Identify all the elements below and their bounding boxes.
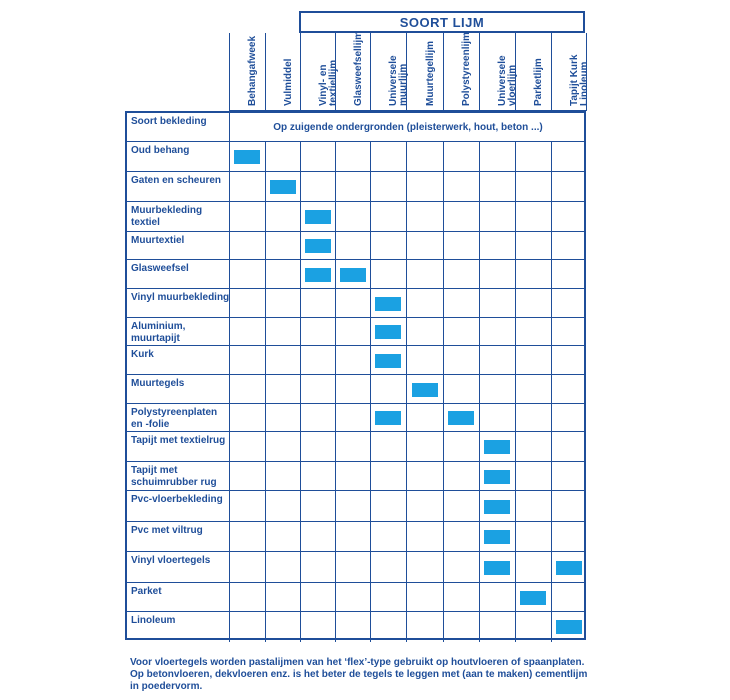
cell-divider	[551, 260, 552, 288]
cell-divider	[443, 202, 444, 231]
compatibility-mark	[556, 620, 582, 634]
compatibility-mark	[375, 297, 401, 311]
column-header	[265, 33, 301, 111]
row-label: Kurk	[131, 349, 154, 360]
glue-table	[125, 111, 586, 640]
cell-divider	[479, 289, 480, 317]
cell-divider	[515, 583, 516, 611]
table-row	[127, 612, 584, 642]
cell-divider	[265, 289, 266, 317]
cell-divider	[335, 522, 336, 551]
cell-divider	[515, 375, 516, 403]
compatibility-mark	[305, 239, 331, 253]
cell-divider	[229, 142, 230, 171]
cell-divider	[406, 260, 407, 288]
table-row	[127, 289, 584, 318]
cell-divider	[443, 552, 444, 582]
cell-divider	[229, 432, 230, 461]
cell-divider	[300, 375, 301, 403]
cell-divider	[265, 462, 266, 490]
cell-divider	[515, 522, 516, 551]
cell-divider	[335, 232, 336, 259]
cell-divider	[515, 432, 516, 461]
compatibility-mark	[484, 500, 510, 514]
cell-divider	[443, 583, 444, 611]
cell-divider	[479, 232, 480, 259]
cell-divider	[515, 346, 516, 374]
cell-divider	[265, 522, 266, 551]
cell-divider	[551, 522, 552, 551]
cell-divider	[443, 491, 444, 521]
table-row	[127, 462, 584, 491]
cell-divider	[265, 172, 266, 201]
cell-divider	[515, 552, 516, 582]
cell-divider	[406, 491, 407, 521]
cell-divider	[335, 289, 336, 317]
cell-divider	[265, 612, 266, 642]
column-header	[479, 33, 516, 111]
cell-divider	[479, 202, 480, 231]
cell-divider	[479, 404, 480, 431]
cell-divider	[551, 462, 552, 490]
cell-divider	[479, 612, 480, 642]
compatibility-mark	[448, 411, 474, 425]
cell-divider	[300, 404, 301, 431]
column-header	[406, 33, 444, 111]
table-row	[127, 172, 584, 202]
cell-divider	[335, 202, 336, 231]
table-row	[127, 404, 584, 432]
cell-divider	[406, 462, 407, 490]
cell-divider	[443, 432, 444, 461]
cell-divider	[515, 172, 516, 201]
column-header	[229, 33, 266, 111]
cell-divider	[300, 318, 301, 345]
cell-divider	[300, 232, 301, 259]
cell-divider	[265, 142, 266, 171]
cell-divider	[335, 612, 336, 642]
cell-divider	[406, 202, 407, 231]
cell-divider	[443, 232, 444, 259]
cell-divider	[300, 522, 301, 551]
cell-divider	[335, 583, 336, 611]
row-label: Linoleum	[131, 615, 176, 626]
cell-divider	[406, 232, 407, 259]
cell-divider	[370, 172, 371, 201]
column-header-label: Parketlijm	[533, 58, 544, 106]
cell-divider	[406, 375, 407, 403]
cell-divider	[370, 404, 371, 431]
cell-divider	[551, 491, 552, 521]
table-row	[127, 583, 584, 612]
cell-divider	[265, 432, 266, 461]
cell-divider	[515, 318, 516, 345]
cell-divider	[265, 404, 266, 431]
compatibility-mark	[305, 210, 331, 224]
cell-divider	[479, 172, 480, 201]
cell-divider	[443, 404, 444, 431]
cell-divider	[229, 612, 230, 642]
cell-divider	[551, 318, 552, 345]
cell-divider	[479, 522, 480, 551]
cell-divider	[370, 318, 371, 345]
cell-divider	[335, 491, 336, 521]
cell-divider	[335, 172, 336, 201]
cell-divider	[265, 491, 266, 521]
cell-divider	[335, 346, 336, 374]
cell-divider	[370, 375, 371, 403]
cell-divider	[229, 404, 230, 431]
compatibility-mark	[305, 268, 331, 282]
cell-divider	[229, 375, 230, 403]
compatibility-mark	[375, 411, 401, 425]
row-label: Oud behang	[131, 145, 190, 156]
cell-divider	[370, 432, 371, 461]
column-header-label: Muurtegellijm	[424, 40, 436, 106]
cell-divider	[551, 346, 552, 374]
cell-divider	[370, 289, 371, 317]
compatibility-mark	[412, 383, 438, 397]
cell-divider	[335, 552, 336, 582]
cell-divider	[229, 260, 230, 288]
row-label: Muurtextiel	[131, 235, 185, 246]
cell-divider	[229, 318, 230, 345]
cell-divider	[229, 583, 230, 611]
row-label: Vinyl muurbekleding	[131, 292, 230, 303]
cell-divider	[406, 346, 407, 374]
cell-divider	[300, 432, 301, 461]
table-row	[127, 522, 584, 552]
subheader-row	[127, 113, 584, 142]
compatibility-mark	[484, 530, 510, 544]
cell-divider	[335, 462, 336, 490]
compatibility-mark	[484, 470, 510, 484]
cell-divider	[551, 612, 552, 642]
cell-divider	[229, 202, 230, 231]
cell-divider	[335, 260, 336, 288]
cell-divider	[515, 142, 516, 171]
cell-divider	[406, 289, 407, 317]
cell-divider	[370, 583, 371, 611]
cell-divider	[265, 346, 266, 374]
cell-divider	[370, 232, 371, 259]
row-label: Glasweefsel	[131, 263, 189, 274]
column-header-label: Glasweefsellijm	[352, 30, 364, 106]
cell-divider	[406, 404, 407, 431]
row-label: Muurtegels	[131, 378, 185, 389]
cell-divider	[551, 289, 552, 317]
cell-divider	[300, 142, 301, 171]
table-row	[127, 260, 584, 289]
cell-divider	[479, 491, 480, 521]
cell-divider	[229, 462, 230, 490]
table-row	[127, 552, 584, 583]
cell-divider	[229, 172, 230, 201]
table-row	[127, 232, 584, 260]
cell-divider	[515, 260, 516, 288]
cell-divider	[479, 346, 480, 374]
cell-divider	[335, 404, 336, 431]
cell-divider	[229, 522, 230, 551]
subheader-label: Soort bekleding	[131, 116, 207, 127]
table-row	[127, 375, 584, 404]
cell-divider	[515, 404, 516, 431]
cell-divider	[370, 612, 371, 642]
cell-divider	[370, 522, 371, 551]
cell-divider	[551, 375, 552, 403]
cell-divider	[406, 522, 407, 551]
cell-divider	[265, 375, 266, 403]
cell-divider	[229, 552, 230, 582]
cell-divider	[300, 346, 301, 374]
cell-divider	[265, 318, 266, 345]
cell-divider	[370, 260, 371, 288]
cell-divider	[335, 375, 336, 403]
cell-divider	[551, 583, 552, 611]
cell-divider	[443, 522, 444, 551]
cell-divider	[265, 583, 266, 611]
cell-divider	[370, 202, 371, 231]
column-header-label: Behangafweek	[247, 35, 258, 106]
compatibility-mark	[270, 180, 296, 194]
cell-divider	[370, 462, 371, 490]
cell-divider	[265, 232, 266, 259]
cell-divider	[479, 432, 480, 461]
cell-divider	[370, 142, 371, 171]
compatibility-mark	[234, 150, 260, 164]
cell-divider	[551, 552, 552, 582]
cell-divider	[406, 318, 407, 345]
cell-divider	[406, 612, 407, 642]
cell-divider	[443, 318, 444, 345]
compatibility-mark	[484, 440, 510, 454]
cell-divider	[479, 142, 480, 171]
cell-divider	[443, 346, 444, 374]
cell-divider	[443, 172, 444, 201]
compatibility-mark	[484, 561, 510, 575]
cell-divider	[479, 583, 480, 611]
cell-divider	[335, 318, 336, 345]
row-label: Tapijt met textielrug	[131, 435, 226, 446]
cell-divider	[229, 232, 230, 259]
footer-note: Voor vloertegels worden pastalijmen van het ‘flex’-type gebruikt op houtvloeren of spaanplaten. Op betonvloeren, dekvloeren enz. is het beter de tegels te leggen met (aan te maken) cementlijm in poedervorm.	[130, 657, 588, 692]
cell-divider	[479, 552, 480, 582]
cell-divider	[300, 491, 301, 521]
row-label: Pvc met viltrug	[131, 525, 203, 536]
cell-divider	[406, 432, 407, 461]
column-header	[335, 30, 371, 111]
column-header	[443, 33, 480, 111]
cell-divider	[300, 612, 301, 642]
cell-divider	[479, 318, 480, 345]
cell-divider	[300, 462, 301, 490]
table-row	[127, 346, 584, 375]
column-header-label: Vinyl- en textiellijm	[317, 59, 339, 106]
compatibility-mark	[520, 591, 546, 605]
cell-divider	[515, 612, 516, 642]
cell-divider	[265, 202, 266, 231]
cell-divider	[265, 552, 266, 582]
cell-divider	[300, 583, 301, 611]
cell-divider	[443, 289, 444, 317]
cell-divider	[443, 260, 444, 288]
column-header-label: Universele muurlijm	[388, 55, 409, 106]
cell-divider	[515, 202, 516, 231]
cell-divider	[406, 552, 407, 582]
cell-divider	[515, 289, 516, 317]
row-label: Muurbekleding textiel	[131, 205, 203, 228]
table-row	[127, 432, 584, 462]
table-row	[127, 318, 584, 346]
cell-divider	[229, 289, 230, 317]
cell-divider	[300, 552, 301, 582]
column-header	[300, 33, 339, 111]
cell-divider	[443, 462, 444, 490]
cell-divider	[551, 172, 552, 201]
compatibility-mark	[375, 325, 401, 339]
column-header-label: Universele vloerlijm	[497, 55, 518, 106]
cell-divider	[370, 552, 371, 582]
cell-divider	[479, 260, 480, 288]
divider	[229, 113, 230, 141]
cell-divider	[551, 432, 552, 461]
cell-divider	[406, 172, 407, 201]
cell-divider	[370, 491, 371, 521]
cell-divider	[551, 142, 552, 171]
cell-divider	[443, 612, 444, 642]
cell-divider	[515, 462, 516, 490]
row-label: Parket	[131, 586, 162, 597]
cell-divider	[551, 232, 552, 259]
cell-divider	[551, 202, 552, 231]
column-header-label: Vulmiddel	[282, 58, 294, 106]
cell-divider	[479, 375, 480, 403]
cell-divider	[479, 462, 480, 490]
cell-divider	[229, 346, 230, 374]
row-label: Aluminium, muurtapijt	[131, 321, 186, 344]
cell-divider	[551, 404, 552, 431]
compatibility-mark	[375, 354, 401, 368]
cell-divider	[370, 346, 371, 374]
cell-divider	[300, 202, 301, 231]
column-header	[370, 33, 407, 111]
cell-divider	[300, 289, 301, 317]
cell-divider	[335, 432, 336, 461]
cell-divider	[443, 375, 444, 403]
cell-divider	[515, 491, 516, 521]
cell-divider	[300, 260, 301, 288]
compatibility-mark	[340, 268, 366, 282]
soort-lijm-header: SOORT LIJM	[299, 11, 585, 33]
cell-divider	[406, 142, 407, 171]
column-header	[551, 33, 590, 111]
row-label: Tapijt met schuimrubber rug	[131, 465, 217, 488]
cell-divider	[443, 142, 444, 171]
cell-divider	[300, 172, 301, 201]
cell-divider	[515, 232, 516, 259]
compatibility-mark	[556, 561, 582, 575]
cell-divider	[406, 583, 407, 611]
cell-divider	[265, 260, 266, 288]
cell-divider	[229, 491, 230, 521]
cell-divider	[335, 142, 336, 171]
column-header-label: Tapijt Kurk Linoleum	[568, 54, 590, 106]
subheader-note: Op zuigende ondergronden (pleisterwerk, hout, beton ...)	[273, 121, 543, 133]
table-row	[127, 202, 584, 232]
row-label: Vinyl vloertegels	[131, 555, 211, 566]
table-row	[127, 491, 584, 522]
row-label: Polystyreenplaten en -folie	[131, 407, 218, 430]
row-label: Gaten en scheuren	[131, 175, 222, 186]
column-header-label: Polystyreenlijm	[461, 32, 472, 106]
row-label: Pvc-vloerbekleding	[131, 494, 223, 505]
table-row	[127, 142, 584, 172]
column-header	[515, 33, 552, 111]
